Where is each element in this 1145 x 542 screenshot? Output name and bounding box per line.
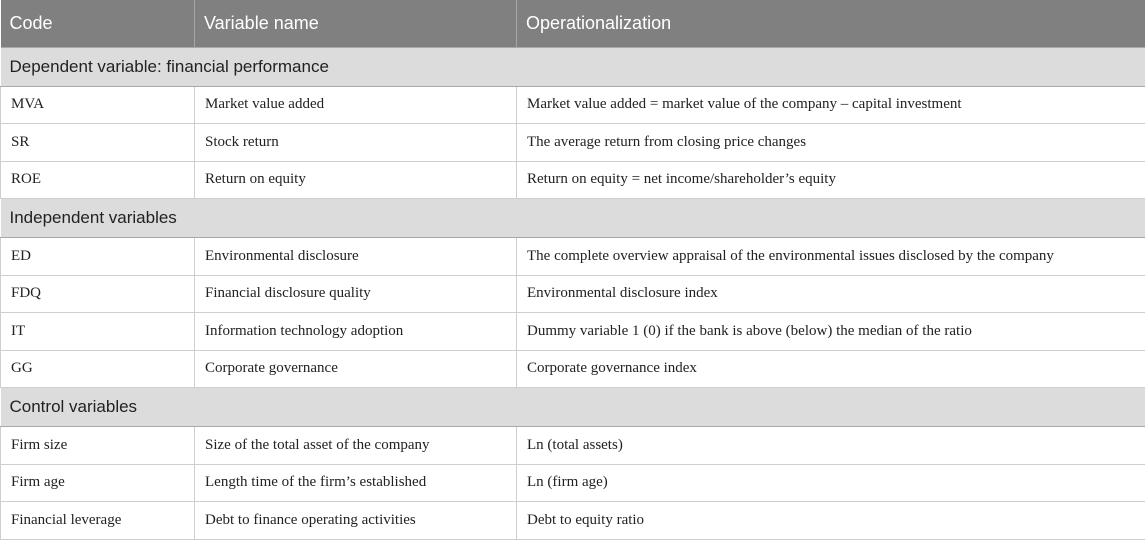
cell-operationalization: Ln (total assets): [517, 427, 1145, 465]
cell-operationalization: Environmental disclosure index: [517, 275, 1145, 313]
table-body: [1, 47, 1145, 539]
cell-operationalization: The average return from closing price changes: [517, 124, 1145, 162]
cell-code: Firm size: [1, 427, 195, 465]
cell-variable-name: Corporate governance: [195, 350, 517, 388]
section-title: Dependent variable: financial performance: [1, 47, 1145, 86]
cell-operationalization: Corporate governance index: [517, 350, 1145, 388]
table-row: [1, 238, 1145, 276]
section-title: Control variables: [1, 388, 1145, 427]
cell-variable-name: Length time of the firm’s established: [195, 464, 517, 502]
cell-code: Firm age: [1, 464, 195, 502]
cell-code: SR: [1, 124, 195, 162]
cell-code: IT: [1, 313, 195, 351]
cell-code: FDQ: [1, 275, 195, 313]
cell-operationalization: Market value added = market value of the company – capital investment: [517, 86, 1145, 124]
cell-variable-name: Information technology adoption: [195, 313, 517, 351]
table-row: [1, 161, 1145, 199]
table-row: [1, 350, 1145, 388]
table-row: [1, 275, 1145, 313]
table-row: [1, 464, 1145, 502]
cell-variable-name: Size of the total asset of the company: [195, 427, 517, 465]
cell-operationalization: Debt to equity ratio: [517, 502, 1145, 540]
cell-code: ROE: [1, 161, 195, 199]
cell-operationalization: Dummy variable 1 (0) if the bank is above (below) the median of the ratio: [517, 313, 1145, 351]
header-row: [1, 0, 1145, 47]
header-operationalization: Operationalization: [517, 0, 1145, 47]
section-row: [1, 388, 1145, 427]
cell-operationalization: Ln (firm age): [517, 464, 1145, 502]
cell-code: Financial leverage: [1, 502, 195, 540]
section-row: [1, 199, 1145, 238]
table-header: [1, 0, 1145, 47]
cell-code: GG: [1, 350, 195, 388]
cell-variable-name: Financial disclosure quality: [195, 275, 517, 313]
cell-variable-name: Market value added: [195, 86, 517, 124]
table-row: [1, 427, 1145, 465]
cell-operationalization: The complete overview appraisal of the environmental issues disclosed by the company: [517, 238, 1145, 276]
cell-variable-name: Debt to finance operating activities: [195, 502, 517, 540]
cell-variable-name: Return on equity: [195, 161, 517, 199]
section-row: [1, 47, 1145, 86]
header-code: Code: [1, 0, 195, 47]
cell-variable-name: Stock return: [195, 124, 517, 162]
header-variable-name: Variable name: [195, 0, 517, 47]
section-title: Independent variables: [1, 199, 1145, 238]
cell-code: MVA: [1, 86, 195, 124]
cell-variable-name: Environmental disclosure: [195, 238, 517, 276]
cell-code: ED: [1, 238, 195, 276]
table-row: [1, 502, 1145, 540]
table-row: [1, 86, 1145, 124]
cell-operationalization: Return on equity = net income/shareholder’s equity: [517, 161, 1145, 199]
table-row: [1, 313, 1145, 351]
table-row: [1, 124, 1145, 162]
